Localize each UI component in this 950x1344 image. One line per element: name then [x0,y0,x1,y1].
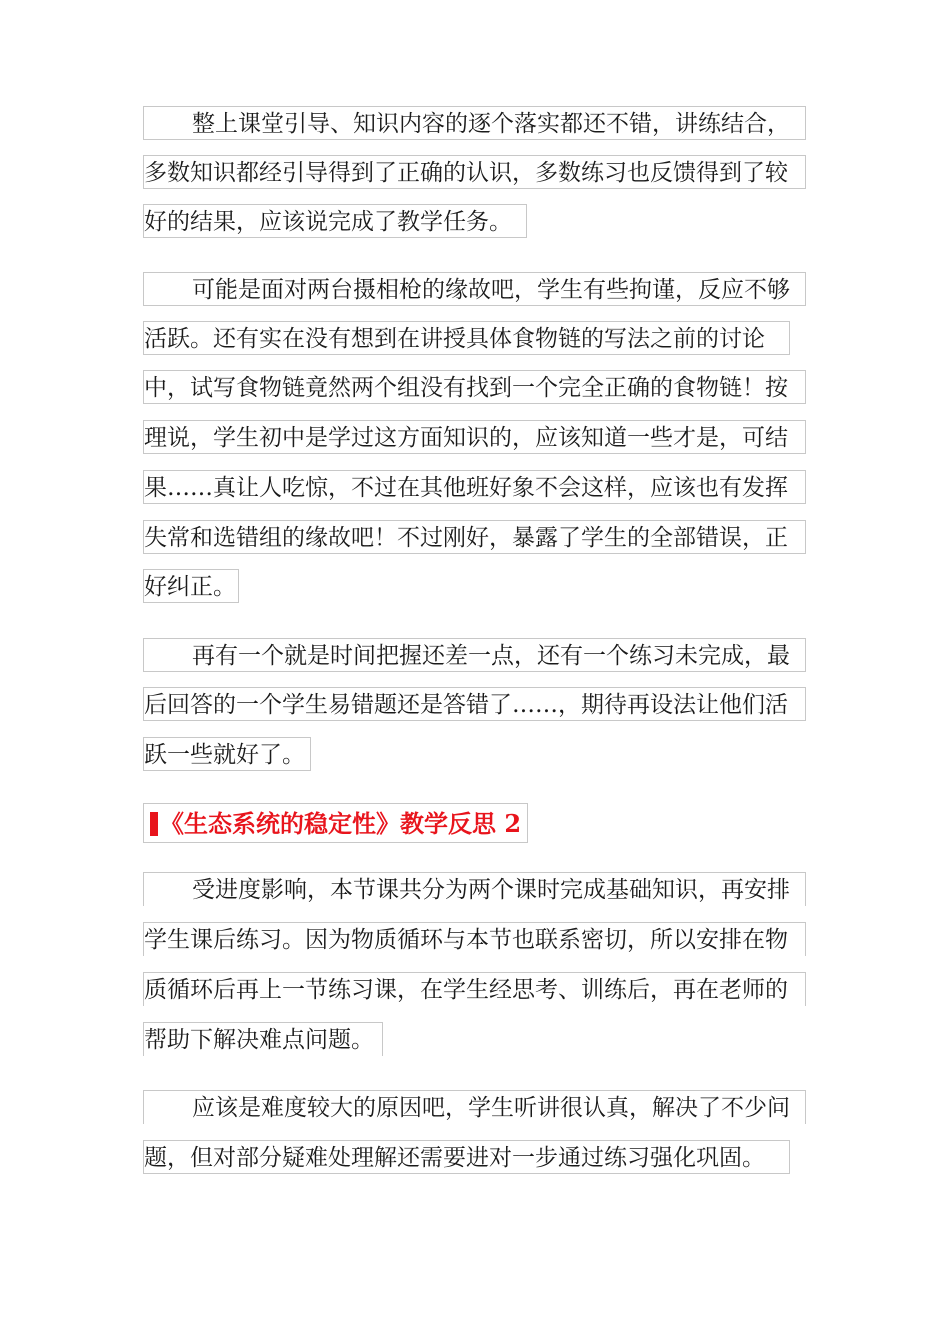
paragraph-3-line-3: 跃一些就好了。 [143,737,311,771]
paragraph-4-line-4: 帮助下解决难点问题。 [143,1022,383,1056]
paragraph-4-line-1: 受进度影响，本节课共分为两个课时完成基础知识，再安排 [143,872,806,906]
paragraph-3-line-2: 后回答的一个学生易错题还是答错了……，期待再设法让他们活 [143,687,806,721]
paragraph-4-line-2: 学生课后练习。因为物质循环与本节也联系密切，所以安排在物 [143,922,806,956]
section-heading-text: 《生态系统的稳定性》教学反思 2 [160,809,522,838]
section-heading [143,803,528,843]
paragraph-1-line-1: 整上课堂引导、知识内容的逐个落实都还不错，讲练结合， [143,106,806,140]
paragraph-2-line-3: 中，试写食物链竟然两个组没有找到一个完全正确的食物链！按 [143,370,806,404]
paragraph-5-line-1: 应该是难度较大的原因吧，学生听讲很认真，解决了不少问 [143,1090,806,1124]
paragraph-5-line-2: 题，但对部分疑难处理解还需要进对一步通过练习强化巩固。 [143,1140,790,1174]
paragraph-1-line-3: 好的结果，应该说完成了教学任务。 [143,204,527,238]
heading-marker-icon [150,812,158,836]
paragraph-2-line-2: 活跃。还有实在没有想到在讲授具体食物链的写法之前的讨论 [143,321,790,355]
paragraph-2-line-5: 果……真让人吃惊，不过在其他班好象不会这样，应该也有发挥 [143,470,806,504]
paragraph-2-line-6: 失常和选错组的缘故吧！不过刚好，暴露了学生的全部错误，正 [143,520,806,554]
paragraph-4-line-3: 质循环后再上一节练习课，在学生经思考、训练后，再在老师的 [143,972,806,1006]
paragraph-3-line-1: 再有一个就是时间把握还差一点，还有一个练习未完成，最 [143,638,806,672]
paragraph-2-line-4: 理说，学生初中是学过这方面知识的，应该知道一些才是，可结 [143,420,806,454]
paragraph-2-line-1: 可能是面对两台摄相枪的缘故吧，学生有些拘谨，反应不够 [143,272,806,306]
paragraph-2-line-7: 好纠正。 [143,569,239,603]
paragraph-1-line-2: 多数知识都经引导得到了正确的认识，多数练习也反馈得到了较 [143,155,806,189]
